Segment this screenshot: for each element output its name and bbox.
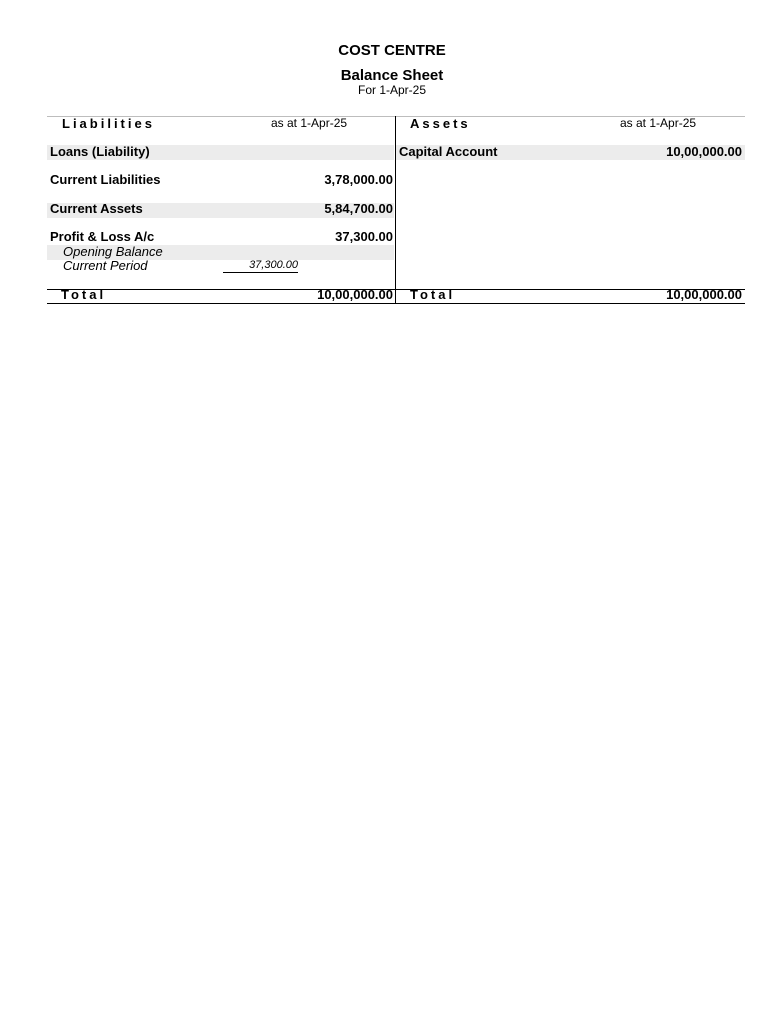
pl-sub-amount: 37,300.00 bbox=[223, 259, 298, 273]
assets-total-label: Total bbox=[410, 287, 456, 302]
asset-row-amount: 10,00,000.00 bbox=[666, 144, 742, 159]
liability-row-label[interactable]: Profit & Loss A/c bbox=[50, 229, 155, 244]
company-name: COST CENTRE bbox=[338, 42, 446, 59]
liability-row-label[interactable]: Current Assets bbox=[50, 201, 143, 216]
balance-sheet-table bbox=[47, 116, 745, 304]
assets-as-at: as at 1-Apr-25 bbox=[620, 116, 697, 130]
liabilities-total-label: Total bbox=[61, 287, 107, 302]
asset-row-label[interactable]: Capital Account bbox=[399, 144, 498, 159]
assets-heading: Assets bbox=[410, 116, 471, 131]
total-rule-bottom bbox=[47, 303, 745, 304]
liability-row-label[interactable]: Current Liabilities bbox=[50, 172, 161, 187]
liability-row-amount: 37,300.00 bbox=[335, 229, 393, 244]
assets-total-amount: 10,00,000.00 bbox=[666, 287, 742, 302]
liability-row-amount: 5,84,700.00 bbox=[324, 201, 393, 216]
liabilities-as-at: as at 1-Apr-25 bbox=[271, 116, 348, 130]
liability-row-label[interactable]: Loans (Liability) bbox=[50, 144, 150, 159]
liabilities-heading: Liabilities bbox=[62, 116, 155, 131]
pl-sub-label: Current Period bbox=[63, 258, 148, 273]
pl-sub-label: Opening Balance bbox=[63, 244, 163, 259]
report-title: Balance Sheet bbox=[340, 67, 444, 84]
liabilities-total-amount: 10,00,000.00 bbox=[317, 287, 393, 302]
liability-row-amount: 3,78,000.00 bbox=[324, 172, 393, 187]
report-period: For 1-Apr-25 bbox=[357, 83, 427, 97]
